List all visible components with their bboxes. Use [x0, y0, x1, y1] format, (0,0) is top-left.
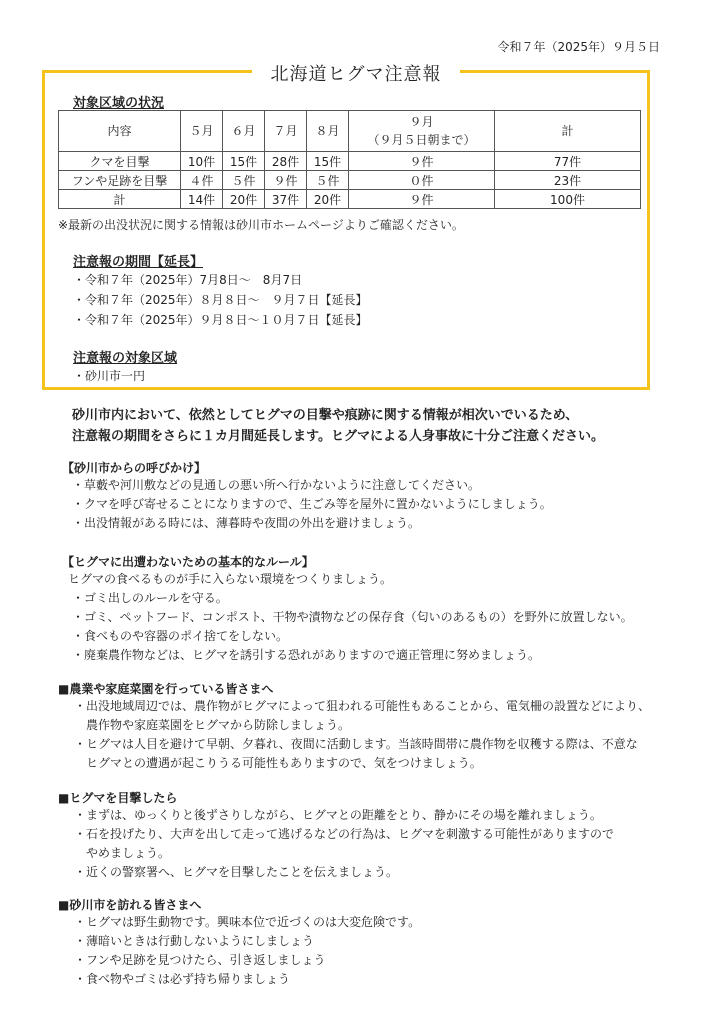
header-cell: 内容 [59, 111, 181, 152]
period-item: ・令和７年（2025年）９月８日～１０月７日【延長】 [73, 313, 368, 327]
intro-line: 注意報の期間をさらに１カ月間延長します。ヒグマによる人身事故に十分ご注意ください。 [72, 429, 604, 444]
table-row [59, 152, 641, 171]
row-label: フンや足跡を目撃 [59, 171, 181, 190]
header-cell [349, 111, 495, 152]
table-cell: ０件 [349, 171, 495, 190]
table-cell: ９件 [349, 190, 495, 209]
list-item: ・薄暗いときは行動しないようにしましょう [74, 934, 315, 948]
section-heading: 【砂川市からの呼びかけ】 [62, 461, 207, 475]
section-appeal [62, 459, 552, 533]
list-item: ・ヒグマは人目を避けて早朝、夕暮れ、夜間に活動します。当該時間帯に農作物を収穫する際は、不意な [74, 737, 638, 751]
table-cell: 20件 [223, 190, 265, 209]
page-title: 北海道ヒグマ注意報 [270, 64, 442, 85]
rules-intro: ヒグマの食べるものが手に入らない環境をつくりましょう。 [68, 572, 393, 586]
list-item: ・廃棄農作物などは、ヒグマを誘引する恐れがありますので適正管理に努めましょう。 [72, 648, 541, 662]
table-cell: 15件 [307, 152, 349, 171]
table-cell: 20件 [307, 190, 349, 209]
document-date: 令和７年（2025年）９月５日 [497, 40, 660, 54]
table-cell: 28件 [265, 152, 307, 171]
section-visitors [58, 896, 420, 989]
table-cell: 15件 [223, 152, 265, 171]
period-item: ・令和７年（2025年）7月8日～ 8月7日 [73, 273, 303, 287]
list-item: ・石を投げたり、大声を出して走って逃げるなどの行為は、ヒグマを刺激する可能性がありますので [74, 827, 615, 841]
area-item: ・砂川市一円 [73, 369, 146, 383]
list-item: ・出没情報がある時には、薄暮時や夜間の外出を避けましょう。 [72, 516, 421, 530]
section-rules [62, 553, 633, 665]
list-item: ・フンや足跡を見つけたら、引き返しましょう [74, 953, 326, 967]
section-heading: 【ヒグマに出遭わないための基本的なルール】 [62, 555, 314, 569]
section-farming [58, 680, 650, 773]
header-cell: ６月 [223, 111, 265, 152]
table-note: ※最新の出没状況に関する情報は砂川市ホームページよりご確認ください。 [58, 218, 464, 232]
table-row [59, 171, 641, 190]
list-item: ・まずは、ゆっくりと後ずさりしながら、ヒグマとの距離をとり、静かにその場を離れましょう。 [74, 808, 602, 822]
header-sept: ９月 [409, 115, 434, 129]
list-item: ・草藪や河川敷などの見通しの悪い所へ行かないように注意してください。 [72, 478, 481, 492]
row-label: 計 [59, 190, 181, 209]
section-heading: ■農業や家庭菜園を行っている皆さまへ [58, 682, 274, 696]
section-sighting [58, 789, 614, 882]
status-heading: 対象区域の状況 [73, 96, 165, 111]
table-cell: 23件 [495, 171, 641, 190]
table-cell: 100件 [495, 190, 641, 209]
section-heading: ■ヒグマを目撃したら [58, 791, 178, 805]
table-cell: 77件 [495, 152, 641, 171]
header-cell: ７月 [265, 111, 307, 152]
list-item: ・ヒグマは野生動物です。興味本位で近づくのは大変危険です。 [74, 915, 421, 929]
list-item: ・出没地域周辺では、農作物がヒグマによって狙われる可能性もあることから、電気柵の設置などにより、 [74, 699, 651, 713]
list-item: やめましょう。 [74, 846, 171, 860]
table-cell: 14件 [181, 190, 223, 209]
table-cell: ４件 [181, 171, 223, 190]
table-cell: 37件 [265, 190, 307, 209]
period-item: ・令和７年（2025年）８月８日～ ９月７日【延長】 [73, 293, 368, 307]
table-cell: ５件 [223, 171, 265, 190]
sightings-table [58, 110, 641, 209]
list-item: 農作物や家庭菜園をヒグマから防除しましょう。 [74, 718, 351, 732]
table-row [59, 190, 641, 209]
header-sept-sub: （９月５日朝まで） [367, 133, 476, 147]
box-border-left [42, 70, 252, 73]
period-heading: 注意報の期間【延長】 [73, 255, 204, 270]
list-item: ・近くの警察署へ、ヒグマを目撃したことを伝えましょう。 [74, 865, 399, 879]
list-item: ・クマを呼び寄せることになりますので、生ごみ等を屋外に置かないようにしましょう。 [72, 497, 552, 511]
table-cell: ９件 [265, 171, 307, 190]
header-cell: ５月 [181, 111, 223, 152]
section-heading: ■砂川市を訪れる皆さまへ [58, 898, 202, 912]
list-item: ・ゴミ、ペットフード、コンポスト、干物や漬物などの保存食（匂いのあるもの）を野外に放置しない。 [72, 610, 633, 624]
intro-line: 砂川市内において、依然としてヒグマの目撃や痕跡に関する情報が相次いでいるため、 [72, 408, 579, 423]
header-cell: 計 [495, 111, 641, 152]
box-border-right [460, 70, 650, 73]
list-item: ・食べ物やゴミは必ず持ち帰りましょう [74, 972, 291, 986]
list-item: ヒグマとの遭遇が起こりうる可能性もありますので、気をつけましょう。 [74, 756, 482, 770]
area-heading: 注意報の対象区域 [73, 351, 178, 366]
table-cell: ９件 [349, 152, 495, 171]
list-item: ・食べものや容器のポイ捨てをしない。 [72, 629, 289, 643]
table-cell: ５件 [307, 171, 349, 190]
header-cell: ８月 [307, 111, 349, 152]
table-header-row [59, 111, 641, 152]
list-item: ・ゴミ出しのルールを守る。 [72, 591, 228, 605]
row-label: クマを目撃 [59, 152, 181, 171]
table-cell: 10件 [181, 152, 223, 171]
